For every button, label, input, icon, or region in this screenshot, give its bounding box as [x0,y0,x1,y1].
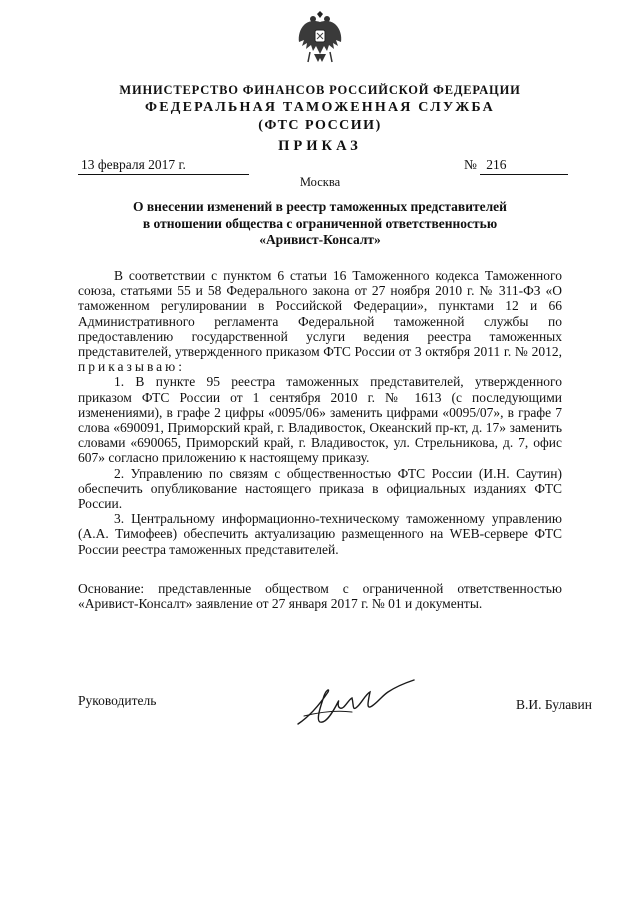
order-item-1: 1. В пункте 95 реестра таможенных представителей, утвержденного приказом ФТС России от 1 сентября 2010 г. № 1613 (с последующими изменениями), в графе 2 цифры «0095/06» заменить цифрами «0095/07», в графе 7 слова «690091, Приморский край, г. Владивосток, Океанский пр-кт, д. 17» заменить словами «690065, Приморский край, г. Владивосток, ул. Стрельникова, д. 7, офис 607» согласно приложению к настоящему приказу. [78,374,562,466]
service-abbreviation: (ФТС РОССИИ) [258,118,382,133]
preamble-paragraph [78,268,562,374]
ministry-heading: МИНИСТЕРСТВО ФИНАНСОВ РОССИЙСКОЙ ФЕДЕРАЦИИ [119,83,521,97]
document-type: ПРИКАЗ [278,138,362,154]
order-item-3: 3. Центральному информационно-техническому таможенному управлению (А.А. Тимофеев) обеспечить актуализацию размещенного на WEB-сервере ФТС России реестра таможенных представителей. [78,511,562,557]
basis-paragraph: Основание: представленные обществом с ограниченной ответственностью «Аривист-Консалт» заявление от 27 января 2017 г. № 01 и документы. [78,580,562,612]
order-title-line: О внесении изменений в реестр таможенных представителей [133,199,507,214]
order-number [464,157,568,175]
signatory-position: Руководитель [78,693,157,708]
order-city: Москва [299,175,341,189]
coat-of-arms-emblem [296,10,344,68]
order-word: приказываю: [78,359,185,375]
service-heading: ФЕДЕРАЛЬНАЯ ТАМОЖЕННАЯ СЛУЖБА [145,100,495,115]
preamble-text: В соответствии с пунктом 6 статьи 16 Таможенного кодекса Таможенного союза, статьями 55 и 58 Федерального закона от 27 ноября 2010 г. № 311-ФЗ «О таможенном регулировании в Российской Федерации», пунктами 12 и 66 Административного регламента Федеральной таможенной службы по предоставлению государственной услуги ведения реестра таможенных представителей, утвержденного приказом ФТС России от 3 октября 2011 г. № 2012, [78,268,562,360]
order-title-line: «Аривист-Консалт» [259,232,381,247]
signatory-name: В.И. Булавин [516,697,593,712]
handwritten-signature [290,676,420,736]
order-number-value: 216 [480,157,568,175]
order-date: 13 февраля 2017 г. [78,157,249,175]
order-title [60,199,580,249]
order-number-label: № [464,157,477,172]
order-body [78,268,562,611]
order-item-2: 2. Управлению по связям с общественностью ФТС России (И.Н. Саутин) обеспечить опубликование настоящего приказа в официальных изданиях ФТС России. [78,465,562,512]
order-title-line: в отношении общества с ограниченной ответственностью [142,215,498,231]
